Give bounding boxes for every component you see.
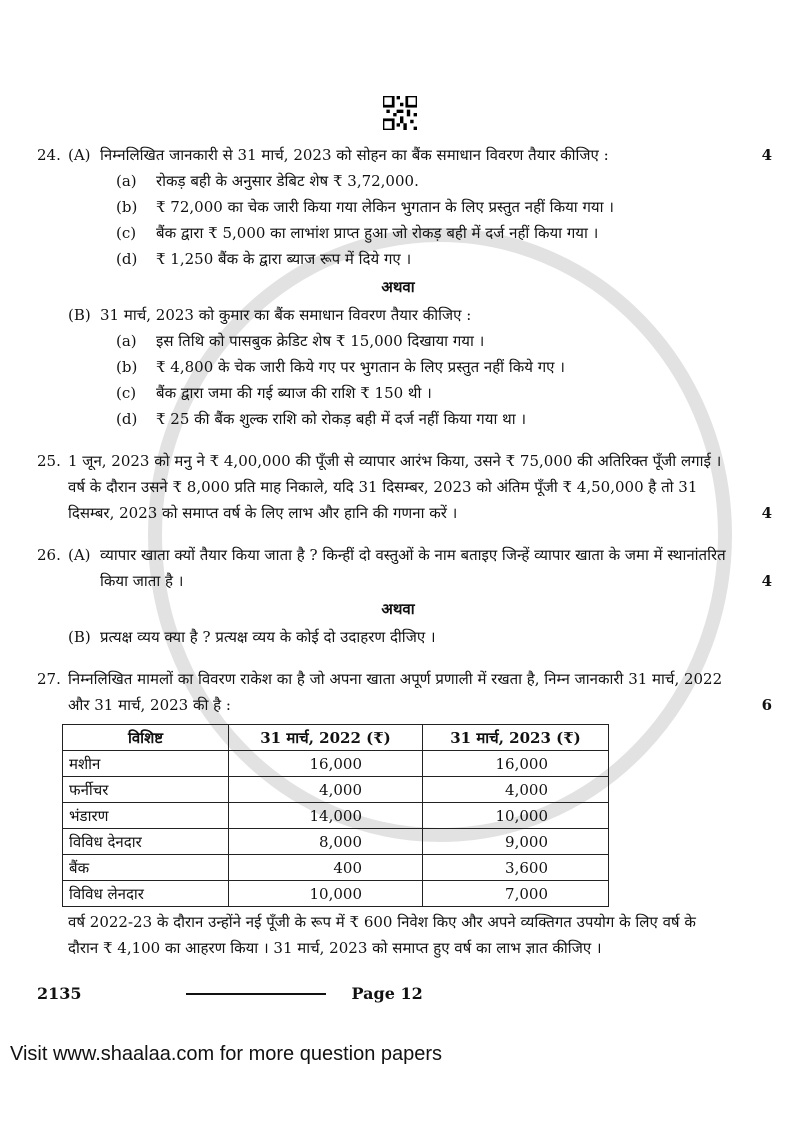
note-line: वर्ष के दौरान ₹ 4,100 का आहरण किया । 31 मार्च, 2023 को समाप्त हुए वर्ष का लाभ ज्ञात कीजिए ।	[68, 913, 696, 957]
question-line: अतिरिक्त पूँजी लगाई । वर्ष के दौरान उसने ₹ 8,000 प्रति माह निकाले, यदि 31 दिसम्बर, 2023 को	[68, 452, 722, 496]
item-label: (b)	[116, 358, 138, 376]
cell-2022: 4,000	[229, 777, 423, 803]
marks: 4	[761, 146, 772, 164]
table-row	[63, 803, 609, 829]
item-label: (a)	[116, 172, 137, 190]
table-row	[63, 881, 609, 907]
question-text: निम्नलिखित जानकारी से 31 मार्च, 2023 को सोहन का बैंक समाधान विवरण तैयार कीजिए :	[100, 146, 609, 164]
question-25	[37, 448, 772, 526]
cell-2023: 7,000	[423, 881, 609, 907]
note-line: वर्ष 2022-23 के दौरान उन्होंने नई पूँजी के रूप में ₹ 600 निवेश किए और अपने व्यक्तिगत उपयोग के लिए	[68, 913, 658, 931]
table-row	[63, 829, 609, 855]
question-26	[37, 542, 772, 650]
question-text: प्रत्यक्ष व्यय क्या है ? प्रत्यक्ष व्यय के कोई दो उदाहरण दीजिए ।	[100, 628, 436, 646]
balances-table	[62, 724, 609, 907]
marks: 6	[761, 696, 772, 714]
question-line: निम्नलिखित मामलों का विवरण राकेश का है जो अपना खाता अपूर्ण प्रणाली में रखता है, निम्न जानकारी	[68, 670, 624, 688]
cell-2022: 400	[229, 855, 423, 881]
question-line: करें ।	[429, 504, 458, 522]
qr-code	[383, 96, 417, 130]
item-text: बैंक द्वारा ₹ 5,000 का लाभांश प्राप्त हुआ जो रोकड़ बही में दर्ज नहीं किया गया ।	[156, 224, 599, 242]
item-label: (b)	[116, 198, 138, 216]
question-note	[68, 909, 728, 961]
cell-2022: 8,000	[229, 829, 423, 855]
item-label: (d)	[116, 250, 138, 268]
item-text: ₹ 1,250 बैंक के द्वारा ब्याज रूप में दिये गए ।	[156, 250, 412, 268]
option-label: (A)	[68, 146, 91, 164]
paper-code: 2135	[37, 984, 82, 1003]
question-line: व्यापार खाता क्यों तैयार किया जाता है ? किन्हीं दो वस्तुओं के नाम बताइए जिन्हें व्यापार खाता	[100, 546, 604, 564]
option-label: (B)	[68, 306, 91, 324]
visit-link[interactable]: Visit www.shaalaa.com for more question papers	[10, 1043, 443, 1065]
or-divider: अथवा	[381, 600, 415, 618]
footer-rule	[186, 993, 326, 995]
item-label: (c)	[116, 224, 137, 242]
cell-2022: 16,000	[229, 751, 423, 777]
question-number: 24.	[37, 146, 61, 164]
question-number: 25.	[37, 452, 61, 470]
table-row	[63, 777, 609, 803]
cell-2023: 3,600	[423, 855, 609, 881]
row-label: विविध देनदार	[63, 829, 229, 855]
row-label: बैंक	[63, 855, 229, 881]
row-label: भंडारण	[63, 803, 229, 829]
question-text: 31 मार्च, 2023 को कुमार का बैंक समाधान विवरण तैयार कीजिए :	[100, 306, 472, 324]
item-text: ₹ 4,800 के चेक जारी किये गए पर भुगतान के लिए प्रस्तुत नहीं किये गए ।	[156, 358, 565, 376]
question-number: 26.	[37, 546, 61, 564]
footer	[37, 981, 772, 1007]
cell-2022: 10,000	[229, 881, 423, 907]
item-text: रोकड़ बही के अनुसार डेबिट शेष ₹ 3,72,000.	[156, 172, 419, 190]
item-text: बैंक द्वारा जमा की गई ब्याज की राशि ₹ 150 थी ।	[156, 384, 432, 402]
question-line: 31 मार्च, 2022 और 31 मार्च, 2023 की है :	[68, 670, 723, 714]
column-header: 31 मार्च, 2023 (₹)	[423, 725, 609, 751]
item-text: इस तिथि को पासबुक क्रेडिट शेष ₹ 15,000 दिखाया गया ।	[156, 332, 485, 350]
cell-2023: 16,000	[423, 751, 609, 777]
cell-2022: 14,000	[229, 803, 423, 829]
option-label: (A)	[68, 546, 91, 564]
row-label: फर्नीचर	[63, 777, 229, 803]
item-text: ₹ 72,000 का चेक जारी किया गया लेकिन भुगतान के लिए प्रस्तुत नहीं किया गया ।	[156, 198, 614, 216]
table-header-row	[63, 725, 609, 751]
question-27	[37, 666, 772, 961]
column-header: 31 मार्च, 2022 (₹)	[229, 725, 423, 751]
cell-2023: 4,000	[423, 777, 609, 803]
question-24	[37, 142, 772, 432]
row-label: मशीन	[63, 751, 229, 777]
page-number: Page 12	[351, 984, 423, 1003]
column-header: विशिष्ट	[63, 725, 229, 751]
question-number: 27.	[37, 670, 61, 688]
marks: 4	[761, 504, 772, 522]
cell-2023: 9,000	[423, 829, 609, 855]
item-text: ₹ 25 की बैंक शुल्क राशि को रोकड़ बही में दर्ज नहीं किया गया था ।	[156, 410, 527, 428]
question-line: 1 जून, 2023 को मनु ने ₹ 4,00,000 की पूँजी से व्यापार आरंभ किया, उसने ₹ 75,000 की	[68, 452, 593, 470]
item-label: (a)	[116, 332, 137, 350]
item-label: (c)	[116, 384, 137, 402]
cell-2023: 10,000	[423, 803, 609, 829]
question-text	[100, 542, 728, 594]
marks: 4	[761, 572, 772, 590]
question-text	[68, 666, 728, 718]
question-text	[68, 448, 728, 526]
item-label: (d)	[116, 410, 138, 428]
or-divider: अथवा	[381, 278, 415, 296]
question-line: के जमा में स्थानांतरित किया जाता है ।	[100, 546, 726, 590]
question-line: अंतिम पूँजी ₹ 4,50,000 है तो 31 दिसम्बर, 2023 को समाप्त वर्ष के लिए लाभ और हानि की गणना	[68, 478, 698, 522]
table-row	[63, 751, 609, 777]
row-label: विविध लेनदार	[63, 881, 229, 907]
option-label: (B)	[68, 628, 91, 646]
table-row	[63, 855, 609, 881]
